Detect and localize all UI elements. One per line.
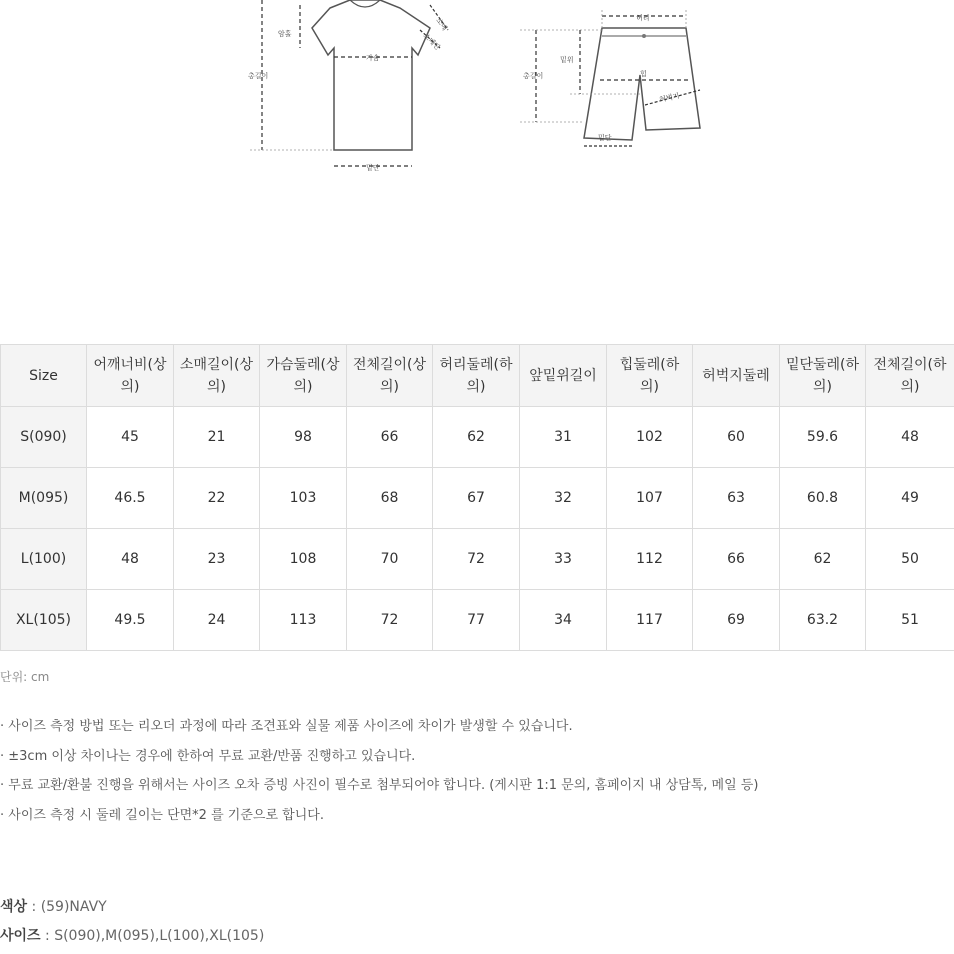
- table-cell: 60: [693, 407, 780, 468]
- table-cell: 70: [347, 529, 433, 590]
- table-cell: 62: [433, 407, 520, 468]
- note-item: · ±3cm 이상 차이나는 경우에 한하여 무료 교환/반품 진행하고 있습니다.: [0, 748, 416, 764]
- table-cell: 67: [433, 468, 520, 529]
- header-cell: 허리둘레(하의): [433, 345, 520, 407]
- table-cell: 98: [260, 407, 347, 468]
- table-header-row: [1, 345, 954, 407]
- table-row: [1, 590, 954, 651]
- table-cell: 66: [693, 529, 780, 590]
- sizes-sep: :: [40, 928, 55, 944]
- size-info: [0, 925, 264, 945]
- table-cell: 24: [174, 590, 260, 651]
- table-cell: 49: [866, 468, 954, 529]
- shorts-length-label: 총길이: [523, 72, 544, 80]
- table-cell: 60.8: [780, 468, 866, 529]
- header-cell: 밑단둘레(하의): [780, 345, 866, 407]
- shorts-hem-label: 밑단: [598, 134, 612, 142]
- header-cell: 허벅지둘레: [693, 345, 780, 407]
- size-cell: S(090): [1, 407, 87, 468]
- table-cell: 62: [780, 529, 866, 590]
- table-cell: 21: [174, 407, 260, 468]
- tshirt-diagram: [0, 0, 954, 200]
- table-cell: 49.5: [87, 590, 174, 651]
- table-cell: 45: [87, 407, 174, 468]
- table-cell: 50: [866, 529, 954, 590]
- table-cell: 59.6: [780, 407, 866, 468]
- size-cell: XL(105): [1, 590, 87, 651]
- shorts-thigh-label: 허벅지: [658, 91, 681, 104]
- table-cell: 107: [607, 468, 693, 529]
- header-cell: 소매길이(상의): [174, 345, 260, 407]
- table-cell: 77: [433, 590, 520, 651]
- table-cell: 117: [607, 590, 693, 651]
- table-cell: 108: [260, 529, 347, 590]
- table-cell: 68: [347, 468, 433, 529]
- tshirt-shoulder-label: 소매: [434, 16, 449, 33]
- header-cell: 어깨너비(상의): [87, 345, 174, 407]
- table-row: [1, 407, 954, 468]
- table-cell: 48: [866, 407, 954, 468]
- header-cell: 전체길이(상의): [347, 345, 433, 407]
- header-cell: 앞밑위길이: [520, 345, 607, 407]
- table-cell: 48: [87, 529, 174, 590]
- sizes-key: 사이즈: [0, 928, 41, 944]
- color-key: 색상: [0, 899, 28, 915]
- color-value: (59)NAVY: [40, 899, 107, 915]
- size-cell: M(095): [1, 468, 87, 529]
- notes-list: [0, 716, 758, 834]
- button-icon: [642, 34, 646, 38]
- table-cell: 63.2: [780, 590, 866, 651]
- table-cell: 102: [607, 407, 693, 468]
- table-cell: 72: [433, 529, 520, 590]
- table-cell: 46.5: [87, 468, 174, 529]
- table-cell: 72: [347, 590, 433, 651]
- header-cell: 가슴둘레(상의): [260, 345, 347, 407]
- note-item: · 사이즈 측정 방법 또는 리오더 과정에 따라 조견표와 실물 제품 사이즈에 차이가 발생할 수 있습니다.: [0, 719, 573, 734]
- color-info: [0, 896, 107, 916]
- table-cell: 63: [693, 468, 780, 529]
- table-row: [1, 529, 954, 590]
- table-cell: 23: [174, 529, 260, 590]
- unit-label: 단위: cm: [0, 670, 50, 684]
- table-cell: 103: [260, 468, 347, 529]
- note-item: · 사이즈 측정 시 둘레 길이는 단면*2 를 기준으로 합니다.: [0, 807, 324, 823]
- table-cell: 66: [347, 407, 433, 468]
- header-cell: 전체길이(하의): [866, 345, 954, 407]
- note-item: · 무료 교환/환불 진행을 위해서는 사이즈 오차 증빙 사진이 필수로 첨부되어야 합니다. (게시판 1:1 문의, 홈페이지 내 상담톡, 메일 등): [0, 778, 759, 793]
- header-cell: 힙둘레(하의): [607, 345, 693, 407]
- table-cell: 34: [520, 590, 607, 651]
- table-cell: 33: [520, 529, 607, 590]
- table-cell: 69: [693, 590, 780, 651]
- table-cell: 113: [260, 590, 347, 651]
- sizes-value: S(090),M(095),L(100),XL(105): [54, 928, 265, 944]
- table-row: [1, 468, 954, 529]
- tshirt-armhole-label: 암홀: [278, 30, 292, 38]
- size-table: [0, 344, 954, 651]
- table-cell: 32: [520, 468, 607, 529]
- tshirt-length-label: 총길이: [248, 72, 269, 80]
- tshirt-hem-label: 밑단: [366, 164, 380, 172]
- size-cell: L(100): [1, 529, 87, 590]
- shorts-rise-label: 밑위: [560, 56, 574, 64]
- tshirt-chest-label: 가슴: [366, 54, 380, 62]
- table-cell: 22: [174, 468, 260, 529]
- table-cell: 31: [520, 407, 607, 468]
- shorts-hip-label: 힙: [640, 70, 647, 78]
- shorts-waist-label: 허리: [636, 14, 650, 22]
- table-cell: 51: [866, 590, 954, 651]
- measurement-diagrams: [0, 0, 954, 200]
- color-sep: :: [27, 899, 41, 915]
- tshirt-sleeve-label: 소매단: [421, 31, 442, 52]
- table-cell: 112: [607, 529, 693, 590]
- header-cell: Size: [1, 345, 87, 407]
